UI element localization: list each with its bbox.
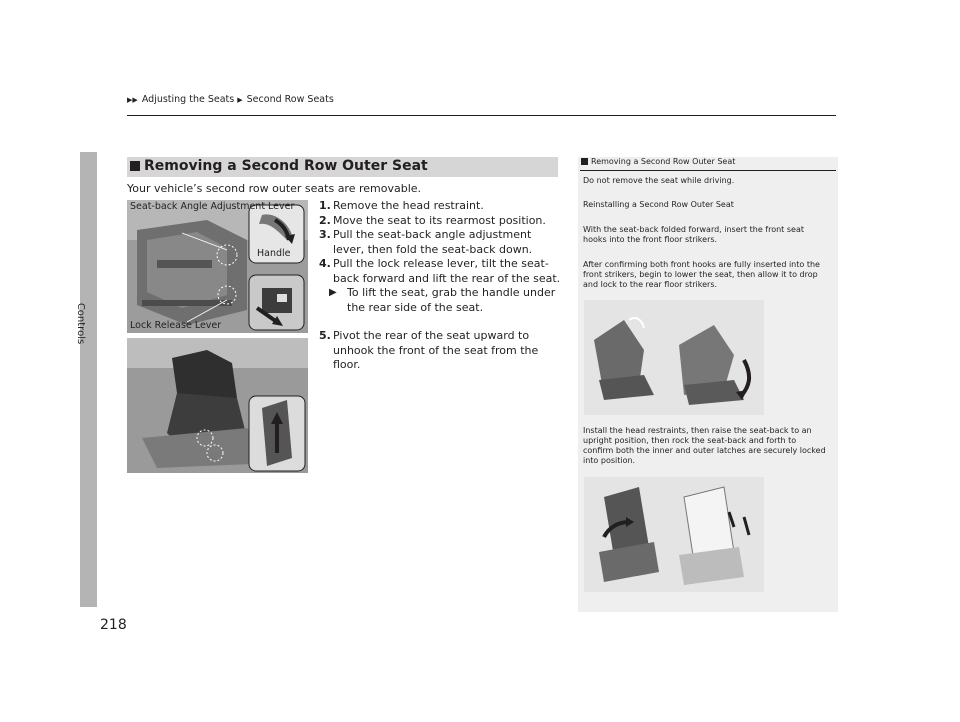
note-subheading: Reinstalling a Second Row Outer Seat — [583, 200, 734, 209]
label-seatback-lever: Seat-back Angle Adjustment Lever — [130, 201, 295, 212]
note-icon — [581, 158, 588, 165]
step-item: 3. Pull the seat-back angle adjustment lever, then fold the seat-back down. — [319, 228, 533, 256]
triangle-right-icon: ▶ — [237, 96, 243, 104]
square-bullet-icon — [130, 161, 140, 171]
section-heading — [127, 157, 558, 177]
seat-latch-illustration — [584, 477, 764, 592]
sidebar-tab — [75, 152, 97, 607]
step-item: 1. Remove the head restraint. — [319, 199, 484, 212]
note-heading: Removing a Second Row Outer Seat — [578, 157, 735, 166]
step-item: 5. Pivot the rear of the seat upward to unhook the front of the seat from the floor. — [319, 329, 539, 371]
note-paragraph: Install the head restraints, then raise the seat-back to an upright position, then rock the seat-back and forth to confirm both the inner and outer latches are securely locked into position. — [583, 426, 826, 465]
seat-lever-illustration — [127, 200, 308, 333]
step-item: 2. Move the seat to its rearmost position. — [319, 213, 546, 227]
note-paragraph: With the seat-back folded forward, insert the front seat hooks into the front floor strikers. — [583, 225, 804, 244]
triangle-right-icon: ▶ — [329, 287, 337, 298]
label-handle: Handle — [257, 248, 291, 259]
breadcrumb-adjusting-seats[interactable]: Adjusting the Seats — [141, 94, 235, 105]
breadcrumb-second-row-seats[interactable]: Second Row Seats — [246, 94, 334, 105]
note-warning: Do not remove the seat while driving. — [583, 176, 735, 185]
step-sub-item: ▶ To lift the seat, grab the handle under the rear side of the seat. — [329, 286, 556, 314]
triangle-right-icon: ▶▶ — [127, 96, 138, 104]
seat-install-illustration — [584, 300, 764, 415]
header-rule — [127, 115, 836, 116]
page-number: 218 — [100, 617, 127, 633]
breadcrumb — [127, 94, 334, 105]
instruction-steps — [319, 199, 564, 373]
seat-pivot-illustration — [127, 338, 308, 473]
note-paragraph: After confirming both front hooks are fully inserted into the front strikers, begin to lower the seat, then allow it to drop and lock to the rear floor strikers. — [583, 260, 820, 289]
note-rule — [580, 170, 836, 171]
section-title: Removing a Second Row Outer Seat — [144, 158, 428, 174]
intro-text: Your vehicle’s second row outer seats are removable. — [127, 182, 422, 195]
step-item: 4. Pull the lock release lever, tilt the seat-back forward and lift the rear of the seat. — [319, 257, 561, 285]
label-lock-release-lever: Lock Release Lever — [130, 320, 222, 331]
sidebar-section-label: Controls — [75, 302, 87, 345]
